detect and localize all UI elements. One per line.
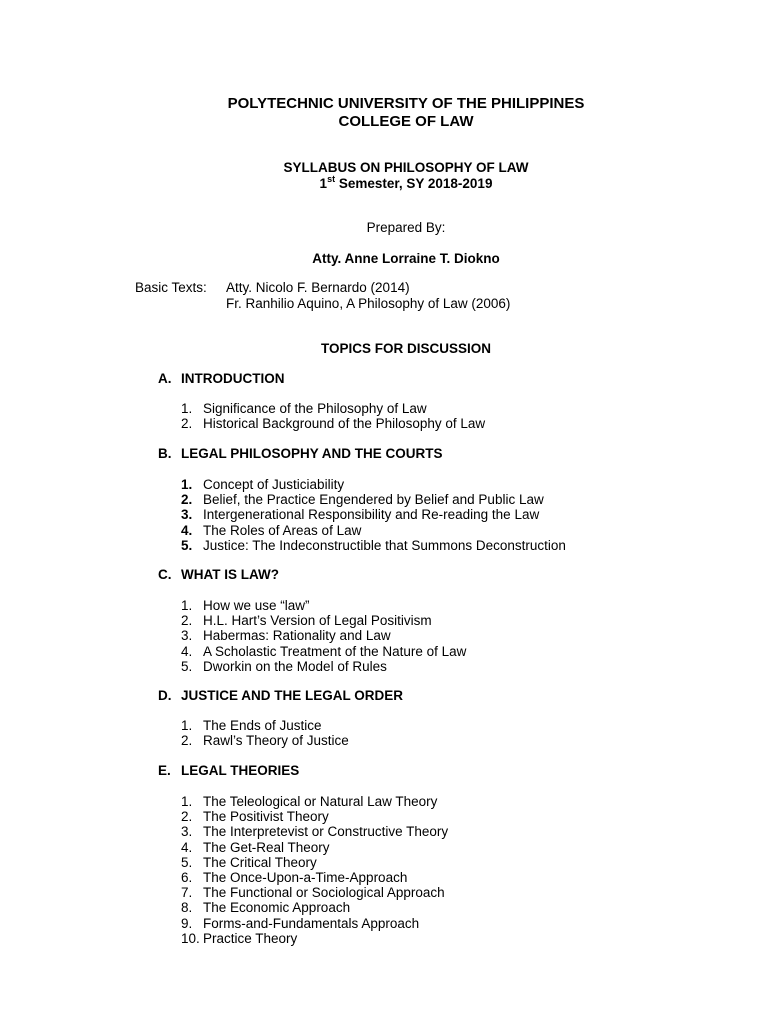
item-text: The Once-Upon-a-Time-Approach [203, 869, 408, 885]
section-letter: C. [158, 567, 172, 582]
item-number: 5. [181, 854, 193, 870]
section-title: JUSTICE AND THE LEGAL ORDER [181, 688, 404, 703]
item-number: 5. [181, 658, 193, 674]
section-title: LEGAL THEORIES [181, 763, 300, 778]
item-text: The Ends of Justice [203, 718, 322, 733]
item-number: 10. [181, 930, 200, 946]
item-text: Rawl’s Theory of Justice [203, 733, 349, 749]
item-number: 5. [181, 537, 193, 553]
item-number: 3. [181, 628, 193, 644]
item-number: 6. [181, 869, 193, 885]
list-item [181, 900, 448, 915]
item-number: 1. [181, 477, 193, 492]
item-number: 2. [181, 613, 193, 629]
item-text: A Scholastic Treatment of the Nature of Law [203, 643, 467, 659]
item-number: 2. [181, 492, 193, 508]
section-e-list [181, 794, 448, 946]
section-b-list [181, 477, 566, 553]
list-item [181, 885, 448, 900]
list-item [181, 794, 448, 809]
item-text: Practice Theory [203, 930, 298, 946]
item-text: The Get-Real Theory [203, 839, 330, 855]
list-item [181, 840, 448, 855]
section-heading-e [158, 763, 299, 778]
semester-number: 1 [319, 176, 328, 191]
list-item [181, 477, 566, 492]
list-item [181, 523, 566, 538]
college-name: COLLEGE OF LAW [338, 113, 474, 130]
item-text: Belief, the Practice Engendered by Belief and Public Law [203, 492, 544, 508]
item-text: Forms-and-Fundamentals Approach [203, 915, 420, 931]
item-text: The Teleological or Natural Law Theory [203, 794, 438, 809]
item-text: The Critical Theory [203, 854, 317, 870]
university-name: POLYTECHNIC UNIVERSITY OF THE PHILIPPINES [227, 95, 585, 112]
item-text: The Roles of Areas of Law [203, 522, 362, 538]
section-letter: A. [158, 371, 172, 386]
list-item [181, 809, 448, 824]
section-title: INTRODUCTION [181, 371, 285, 386]
item-number: 2. [181, 733, 193, 749]
list-item [181, 613, 466, 628]
list-item [181, 416, 485, 431]
section-heading-b [158, 446, 443, 461]
item-text: H.L. Hart’s Version of Legal Positivism [203, 613, 432, 629]
section-d-list [181, 718, 349, 748]
list-item [181, 492, 566, 507]
item-text: The Interpretevist or Constructive Theory [203, 824, 449, 840]
list-item [181, 870, 448, 885]
semester-line [0, 173, 768, 191]
item-number: 3. [181, 824, 193, 840]
syllabus-title: SYLLABUS ON PHILOSOPHY OF LAW [283, 160, 529, 175]
prepared-by-label: Prepared By: [366, 220, 446, 235]
section-heading-c [158, 567, 279, 582]
item-number: 1. [181, 718, 193, 733]
item-text: Historical Background of the Philosophy of Law [203, 416, 486, 432]
semester-ordinal: st [327, 173, 336, 184]
item-number: 9. [181, 915, 193, 931]
section-c-list [181, 598, 466, 674]
section-letter: B. [158, 446, 172, 461]
list-item [181, 628, 466, 643]
section-title: LEGAL PHILOSOPHY AND THE COURTS [181, 446, 443, 461]
item-number: 2. [181, 809, 193, 825]
item-text: Concept of Justiciability [203, 477, 345, 492]
list-item [181, 598, 466, 613]
list-item [181, 538, 566, 553]
list-item [181, 931, 448, 946]
section-letter: E. [158, 763, 171, 778]
item-text: Justice: The Indeconstructible that Summons Deconstruction [203, 537, 566, 553]
section-title: WHAT IS LAW? [181, 567, 279, 582]
item-text: Intergenerational Responsibility and Re-reading the Law [203, 507, 540, 523]
list-item [181, 401, 485, 416]
item-number: 8. [181, 900, 193, 916]
item-number: 4. [181, 643, 193, 659]
item-number: 1. [181, 598, 193, 613]
item-number: 1. [181, 794, 193, 809]
list-item [181, 916, 448, 931]
topics-heading: TOPICS FOR DISCUSSION [320, 341, 492, 356]
item-number: 4. [181, 839, 193, 855]
item-number: 3. [181, 507, 193, 523]
basic-text-item: Fr. Ranhilio Aquino, A Philosophy of Law (2006) [226, 296, 511, 311]
item-number: 1. [181, 401, 193, 416]
item-text: Habermas: Rationality and Law [203, 628, 391, 644]
item-text: The Economic Approach [203, 900, 351, 916]
item-text: The Positivist Theory [203, 809, 329, 825]
list-item [181, 855, 448, 870]
list-item [181, 824, 448, 839]
section-heading-a [158, 371, 285, 386]
list-item [181, 507, 566, 522]
item-text: The Functional or Sociological Approach [203, 885, 445, 901]
basic-text-item: Atty. Nicolo F. Bernardo (2014) [226, 280, 410, 295]
section-a-list [181, 401, 485, 431]
item-number: 7. [181, 885, 193, 901]
author-name: Atty. Anne Lorraine T. Diokno [312, 251, 500, 266]
item-number: 2. [181, 416, 193, 432]
list-item [181, 644, 466, 659]
basic-texts-label: Basic Texts: [135, 280, 207, 295]
list-item [181, 659, 466, 674]
section-heading-d [158, 688, 403, 703]
item-text: Significance of the Philosophy of Law [203, 401, 427, 416]
semester-text: Semester, SY 2018-2019 [335, 176, 493, 191]
item-text: How we use “law” [203, 598, 310, 613]
item-number: 4. [181, 522, 193, 538]
list-item [181, 718, 349, 733]
item-text: Dworkin on the Model of Rules [203, 658, 387, 674]
list-item [181, 733, 349, 748]
section-letter: D. [158, 688, 172, 703]
